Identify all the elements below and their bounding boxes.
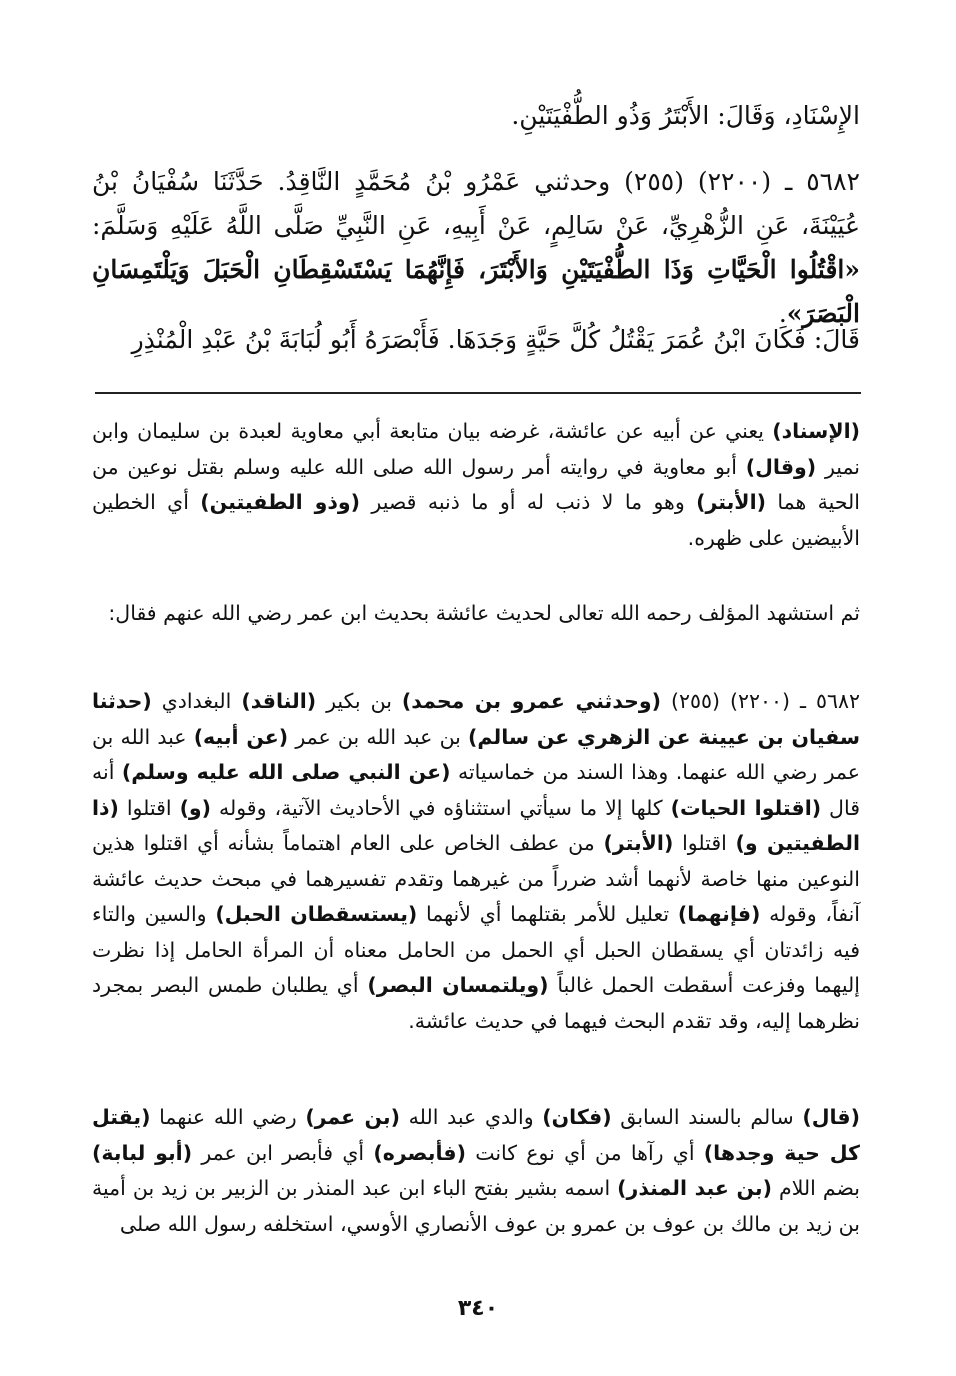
- commentary-paragraph-3: [92, 684, 860, 1039]
- commentary-text: أي رآها من أي نوع كانت: [465, 1140, 704, 1165]
- matn-term: (ويلتمسان البصر): [367, 973, 549, 997]
- commentary-paragraph-4: [92, 1100, 860, 1242]
- narrator-term: (الناقد): [241, 689, 317, 713]
- matn-term: (اقتلوا الحيات): [670, 795, 822, 820]
- commentary-text: من عطف الخاص على العام اهتماماً بشأنه أي اقتلوا هذين النوعين منها خاصة لأنهما أشد ضرراً من غيرهما وتقدم تفسيرهما في مبحث حديث عائشة آنفاً، وقوله: [92, 831, 860, 926]
- matn-top-line: [92, 94, 860, 138]
- commentary-text: رضي الله عنهما: [150, 1105, 306, 1129]
- matn-term: (بن عبد المنذر): [617, 1176, 772, 1200]
- commentary-text: تعليل للأمر بقتلهما أي لأنهما: [417, 902, 678, 926]
- commentary-text: يعني عن أبيه عن عائشة، غرضه بيان متابعة أبي معاوية لعبدة بن سليمان وابن نمير: [92, 419, 861, 479]
- commentary-paragraph-1-text: [92, 414, 860, 556]
- commentary-text: اسمه بشير بفتح الباء ابن عبد المنذر بن الزبير بن زيد بن أمية بن زيد بن مالك بن عوف بن عمرو بن عوف الأنصاري الأوسي، استخلفه رسول الله صلى: [92, 1176, 860, 1236]
- commentary-text: أي يطلبان طمس البصر بمجرد نظرهما إليه، وقد تقدم البحث فيهما في حديث عائشة.: [92, 973, 860, 1033]
- commentary-text: بن بكير: [316, 689, 402, 713]
- commentary-text: البغدادي: [151, 689, 242, 713]
- term-al-abtar: (الأبتر): [696, 490, 766, 514]
- hadith-number: ٥٦٨٢ ـ (٢٢٠٠) (٢٥٥): [660, 689, 860, 713]
- matn-term: (فكان): [542, 1105, 612, 1129]
- commentary-text: اقتلوا: [673, 831, 736, 855]
- commentary-text: كلها إلا ما سيأتي استثناؤه في الأحاديث الآتية، وقوله: [211, 795, 671, 820]
- page-number: ٣٤٠: [457, 1296, 499, 1321]
- commentary-text: وهو ما لا ذنب له أو ما ذنبه قصير: [360, 490, 697, 514]
- matn-term: (فأبصره): [373, 1140, 466, 1165]
- commentary-text: بضم اللام: [772, 1176, 860, 1200]
- commentary-text: بن عبد الله بن عمر: [288, 724, 469, 749]
- matn-term: (يقتل كل حية وجدها): [92, 1105, 860, 1165]
- matn-term: (الأبتر): [603, 831, 674, 855]
- matn-term: (يستسقطان الحبل): [215, 902, 418, 926]
- commentary-paragraph-2-text: ثم استشهد المؤلف رحمه الله تعالى لحديث عائشة بحديث ابن عمر رضي الله عنهم فقال:: [108, 601, 860, 625]
- matn-term: (و): [179, 795, 212, 820]
- footnote-divider: [95, 392, 861, 394]
- commentary-text: أنه قال: [92, 760, 860, 820]
- commentary-paragraph-3-text: [92, 684, 860, 1039]
- term-wa-qala: (وقال): [745, 454, 817, 479]
- commentary-text: أي فأبصر ابن عمر: [192, 1140, 374, 1165]
- commentary-paragraph-4-text: [92, 1100, 860, 1242]
- matn-top-line-text: الإِسْنَادِ، وَقَالَ: الأَبْتَرُ وَذُو الطُّفْيَتَيْنِ.: [511, 101, 860, 130]
- narrator-term: (وحدثني عمرو بن محمد): [401, 689, 661, 713]
- matn-term: (بن عمر): [305, 1105, 400, 1129]
- commentary-text: اقتلوا: [118, 795, 180, 820]
- matn-qaal-line: [92, 318, 860, 362]
- commentary-text: أي الخطين الأبيضين على ظهره.: [92, 490, 860, 550]
- hadith-5682-quote: «اقْتُلُوا الْحَيَّاتِ وَذَا الطُّفْيَتَيْنِ وَالأَبْتَرَ، فَإِنَّهُمَا يَسْتَسْقِطَانِ الْحَبَلَ وَيَلْتَمِسَانِ الْبَصَرَ»: [92, 255, 860, 328]
- matn-term: (أبو لبابة): [92, 1140, 193, 1165]
- commentary-text: والسين والتاء فيه زائدتان أي يسقطان الحبل أي الحمل من الحامل معناه أن المرأة الحامل إذا نظرت إليهما وفزعت أسقطت الحمل غالباً: [92, 902, 860, 997]
- narrator-term: (حدثنا سفيان بن عيينة عن الزهري عن سالم): [92, 689, 861, 749]
- term-isnad: (الإسناد): [772, 419, 860, 443]
- narrator-term: (عن النبي صلى الله عليه وسلم): [121, 760, 451, 784]
- narrator-term: (عن أبيه): [193, 724, 289, 749]
- matn-term: (ذا الطفيتين و): [92, 795, 861, 855]
- hadith-5682-intro: ٥٦٨٢ ـ (٢٢٠٠) (٢٥٥) وحدثني عَمْرُو بْنُ مُحَمَّدٍ النَّاقِدُ. حَدَّثَنَا سُفْيَانُ بْنُ عُيَيْنَةَ، عَنِ الزُّهْرِيِّ، عَنْ سَالِمٍ، عَنْ أَبِيهِ، عَنِ النَّبِيِّ صَلَّى اللَّهُ عَلَيْهِ وَسَلَّمَ:: [92, 167, 860, 240]
- commentary-paragraph-1: [92, 414, 860, 556]
- matn-qaal-line-text: قَالَ: فَكَانَ ابْنُ عُمَرَ يَقْتُلُ كُلَّ حَيَّةٍ وَجَدَهَا. فَأَبْصَرَهُ أَبُو لُبَابَةَ بْنُ عَبْدِ الْمُنْذِرِ: [131, 325, 860, 354]
- hadith-5682-paragraph: [92, 160, 860, 336]
- term-dhu-al-tufyatayn: (وذو الطفيتين): [200, 490, 361, 514]
- matn-term: (قال): [802, 1105, 860, 1129]
- matn-term: (فإنهما): [677, 902, 761, 926]
- hadith-5682-end: .: [778, 299, 787, 328]
- matn-hadith-5682: [92, 160, 860, 336]
- commentary-text: سالم بالسند السابق: [611, 1105, 803, 1129]
- commentary-text: أبو معاوية في روايته أمر رسول الله صلى الله عليه وسلم بقتل نوعين من الحية هما: [92, 454, 860, 514]
- commentary-paragraph-2: [92, 596, 860, 632]
- commentary-text: والدي عبد الله: [400, 1105, 543, 1129]
- commentary-text: عبد الله بن عمر رضي الله عنهما. وهذا السند من خماسياته: [92, 724, 860, 784]
